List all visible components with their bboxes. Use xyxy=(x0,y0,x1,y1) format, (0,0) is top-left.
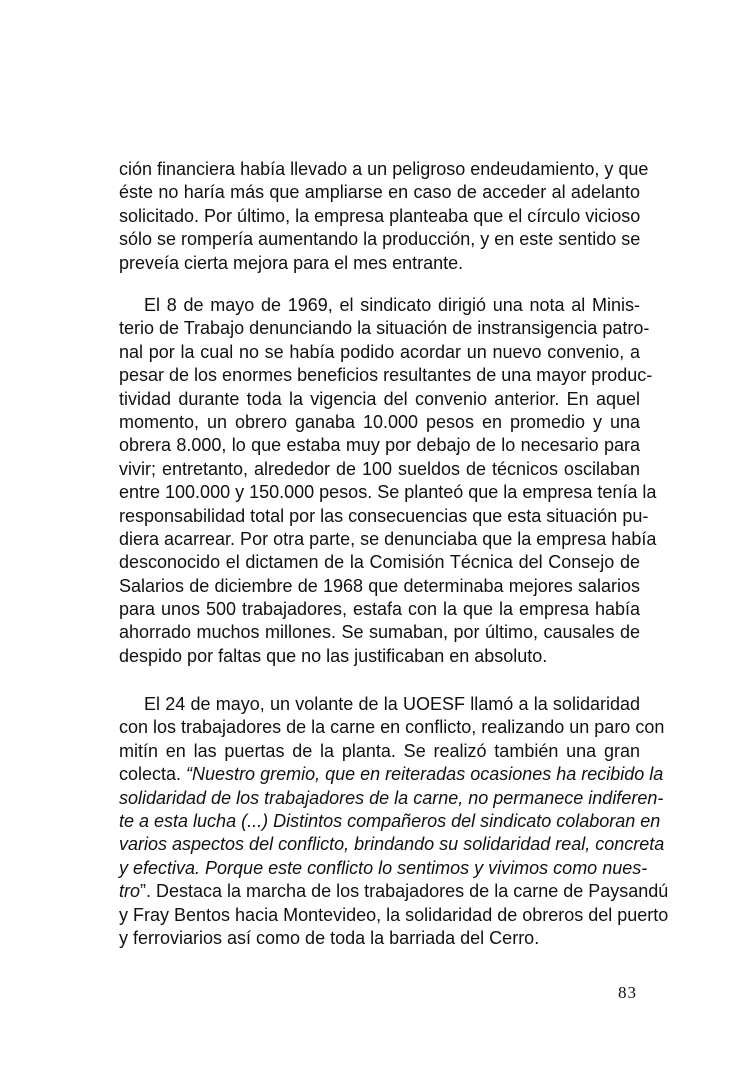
text-line xyxy=(119,763,664,786)
text-line: responsabilidad total por las consecuencias que esta situación pu- xyxy=(119,505,649,526)
text-line: nal por la cual no se había podido acordar un nuevo convenio, a xyxy=(119,341,640,362)
text-line: y Fray Bentos hacia Montevideo, la solidaridad de obreros del puerto xyxy=(119,904,669,925)
quote-text: solidaridad de los trabajadores de la carne, no permanece indiferen- xyxy=(119,787,664,808)
text-line: y ferroviarios así como de toda la barriada del Cerro. xyxy=(119,927,540,948)
paragraph-1 xyxy=(119,158,649,275)
quote-text: y efectiva. Porque este conflicto lo sentimos y vivimos como nues- xyxy=(119,857,648,878)
quote-text: varios aspectos del conflicto, brindando su solidaridad real, concreta xyxy=(119,834,665,855)
text-line: ción financiera había llevado a un peligroso endeudamiento, y que xyxy=(119,159,649,179)
text-line: momento, un obrero ganaba 10.000 pesos en promedio y una xyxy=(119,411,640,432)
text-line: ahorrado muchos millones. Se sumaban, por último, causales de xyxy=(119,622,640,643)
text-line: preveía cierta mejora para el mes entrante. xyxy=(119,252,464,273)
text-run: colecta. xyxy=(119,764,187,785)
text-line xyxy=(119,833,665,856)
text-line: Salarios de diciembre de 1968 que determinaba mejores salarios xyxy=(119,575,640,596)
text-line: mitín en las puertas de la planta. Se realizó también una gran xyxy=(119,740,640,761)
quote-text: te a esta lucha (...) Distintos compañeros del sindicato colaboran en xyxy=(119,810,661,831)
text-line: con los trabajadores de la carne en conflicto, realizando un paro con xyxy=(119,717,665,738)
text-line: entre 100.000 y 150.000 pesos. Se planteó que la empresa tenía la xyxy=(119,482,657,503)
paragraph-2 xyxy=(119,294,657,668)
text-line xyxy=(119,810,661,833)
quote-text: tro xyxy=(119,881,141,902)
paragraph-3 xyxy=(119,693,669,950)
text-line xyxy=(119,880,669,903)
text-line: vivir; entretanto, alrededor de 100 sueldos de técnicos oscilaban xyxy=(119,458,640,479)
page-number: 83 xyxy=(618,983,637,1002)
text-line: diera acarrear. Por otra parte, se denunciaba que la empresa había xyxy=(119,528,657,549)
text-line: éste no haría más que ampliarse en caso de acceder al adelanto xyxy=(119,182,640,203)
text-line: solicitado. Por último, la empresa planteaba que el círculo vicioso xyxy=(119,205,641,226)
quote-text: “Nuestro gremio, que en reiteradas ocasiones ha recibido la xyxy=(186,764,664,785)
text-line: despido por faltas que no las justificaban en absoluto. xyxy=(119,645,548,666)
text-line xyxy=(119,787,664,810)
text-line: pesar de los enormes beneficios resultantes de una mayor produc- xyxy=(119,365,653,386)
text-line xyxy=(119,857,648,880)
text-line: El 8 de mayo de 1969, el sindicato dirigió una nota al Minis- xyxy=(144,295,640,315)
text-line: El 24 de mayo, un volante de la UOESF llamó a la solidaridad xyxy=(144,694,640,714)
text-line: tividad durante toda la vigencia del convenio anterior. En aquel xyxy=(119,388,640,409)
text-run: ”. Destaca la marcha de los trabajadores de la carne de Paysandú xyxy=(140,881,669,902)
text-line: obrera 8.000, lo que estaba muy por debajo de lo necesario para xyxy=(119,435,640,456)
text-line: sólo se rompería aumentando la producción, y en este sentido se xyxy=(119,229,641,250)
text-line: para unos 500 trabajadores, estafa con la que la empresa había xyxy=(119,599,640,620)
text-line: terio de Trabajo denunciando la situación de instransigencia patro- xyxy=(119,318,650,339)
text-line: desconocido el dictamen de la Comisión Técnica del Consejo de xyxy=(119,552,640,573)
